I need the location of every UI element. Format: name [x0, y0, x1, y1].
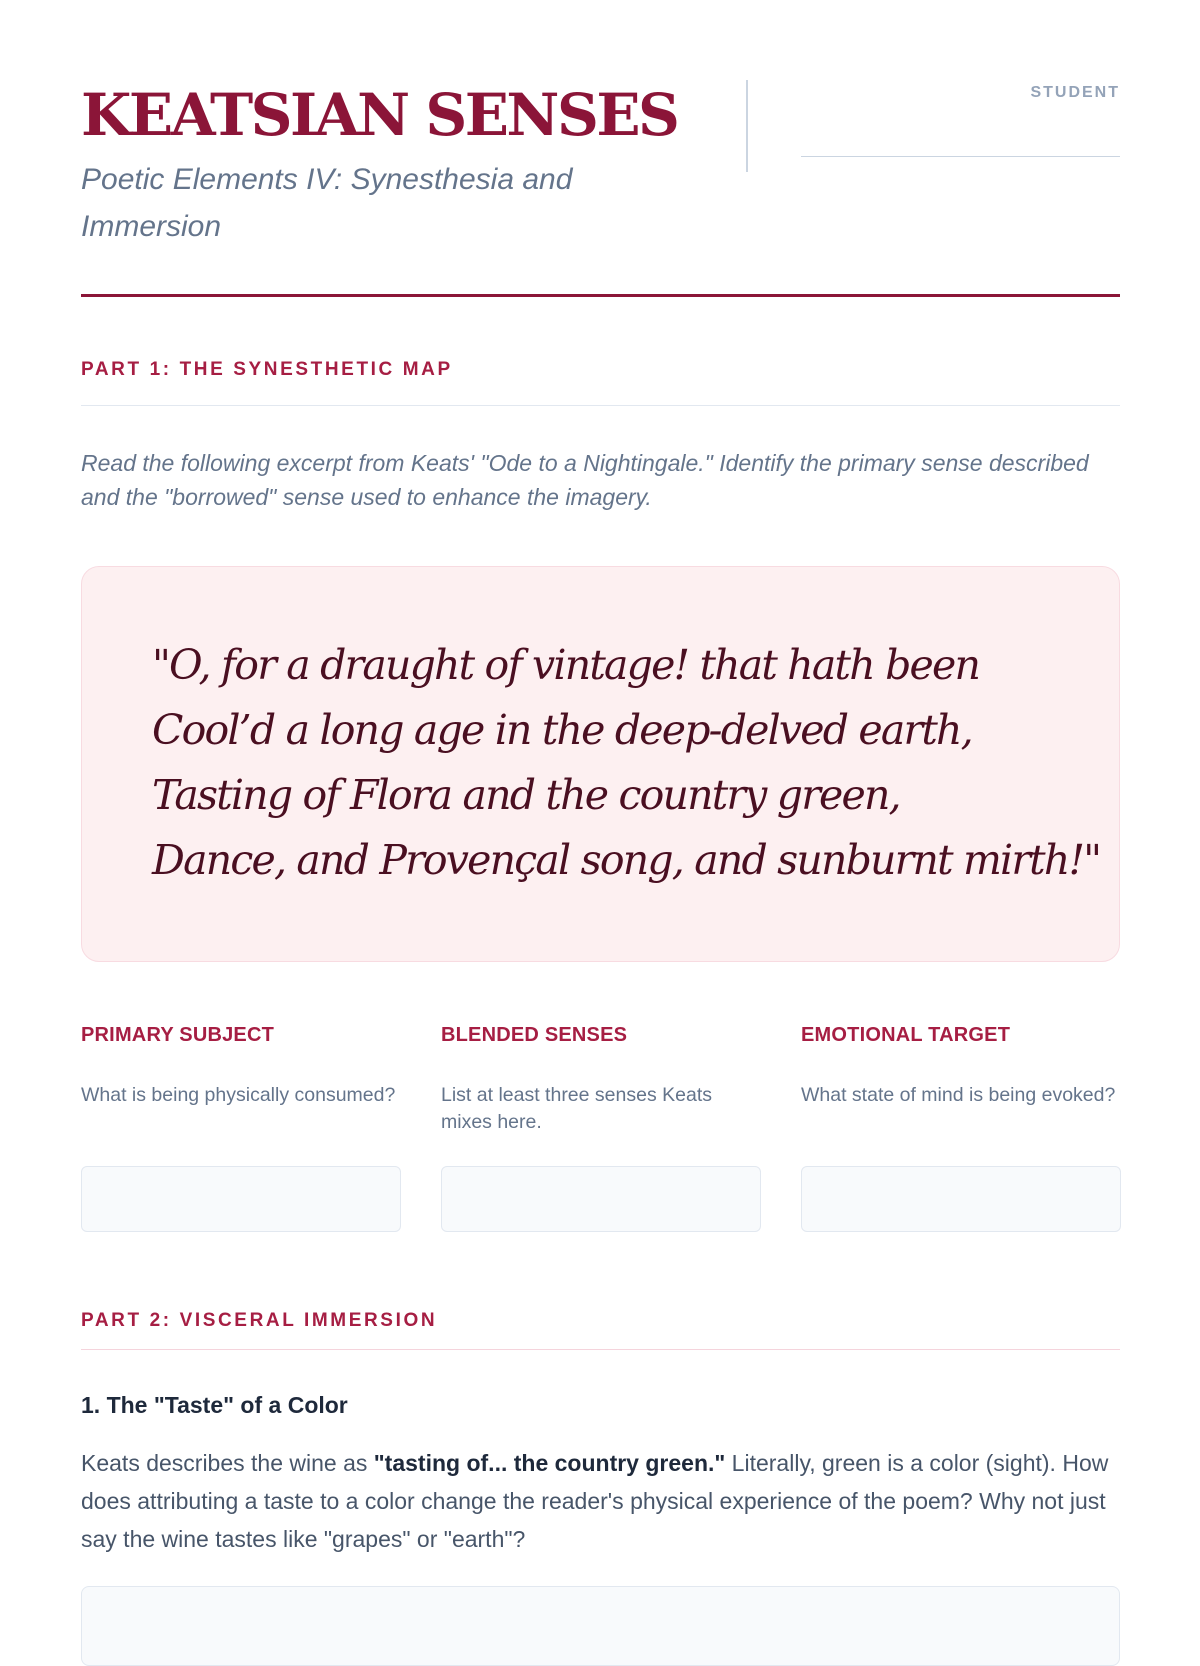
column-prompt: List at least three senses Keats mixes here.: [441, 1084, 712, 1133]
emotional-target-column: [801, 1024, 1121, 1232]
question-answer-box[interactable]: [81, 1586, 1120, 1666]
worksheet-title: KEATSIAN SENSES: [81, 81, 678, 149]
question-text: [81, 1444, 1120, 1558]
column-prompt: What is being physically consumed?: [81, 1084, 396, 1106]
student-name-line[interactable]: [801, 156, 1120, 157]
student-label: STUDENT: [1030, 84, 1120, 101]
blended-senses-column: [441, 1024, 761, 1232]
question-lead: Keats describes the wine as: [81, 1450, 374, 1476]
worksheet-header: [81, 80, 1120, 296]
primary-subject-input[interactable]: [81, 1166, 401, 1232]
part1-heading: PART 1: THE SYNESTHETIC MAP: [81, 359, 453, 380]
column-title: BLENDED SENSES: [441, 1024, 628, 1046]
part2-rule: [81, 1349, 1120, 1350]
header-rule: [81, 294, 1120, 297]
part1-rule: [81, 405, 1120, 406]
poem-line: Cool’d a long age in the deep-delved earth,: [152, 706, 972, 754]
poem-excerpt-box: [81, 566, 1120, 962]
part2-heading: PART 2: VISCERAL IMMERSION: [81, 1310, 438, 1331]
part1-instructions: Read the following excerpt from Keats' "Ode to a Nightingale." Identify the primary sense described and the "borrowed" sense used to enhance the imagery.: [81, 450, 1089, 510]
emotional-target-input[interactable]: [801, 1166, 1121, 1232]
column-title: PRIMARY SUBJECT: [81, 1024, 275, 1046]
header-divider: [746, 80, 748, 172]
blended-senses-input[interactable]: [441, 1166, 761, 1232]
worksheet-subtitle: Poetic Elements IV: Synesthesia and Immersion: [81, 163, 573, 243]
question-emphasis: "tasting of... the country green.": [373, 1450, 726, 1476]
poem-line: "O, for a draught of vintage! that hath been: [152, 641, 980, 689]
question-rest: Literally, green is a color (sight). How does attributing a taste to a color change the reader's physical experience of the poem? Why not just say the wine tastes like "grapes" or "earth"?: [81, 1450, 1109, 1552]
poem-line: Dance, and Provençal song, and sunburnt mirth!": [152, 836, 1101, 884]
title-block: [81, 80, 731, 250]
poem-excerpt: [152, 633, 1100, 893]
student-name-block: [801, 80, 1120, 102]
question-title: 1. The "Taste" of a Color: [81, 1392, 348, 1418]
primary-subject-column: [81, 1024, 401, 1232]
poem-line: Tasting of Flora and the country green,: [152, 771, 900, 819]
column-title: EMOTIONAL TARGET: [801, 1024, 1011, 1046]
column-prompt: What state of mind is being evoked?: [801, 1084, 1116, 1106]
